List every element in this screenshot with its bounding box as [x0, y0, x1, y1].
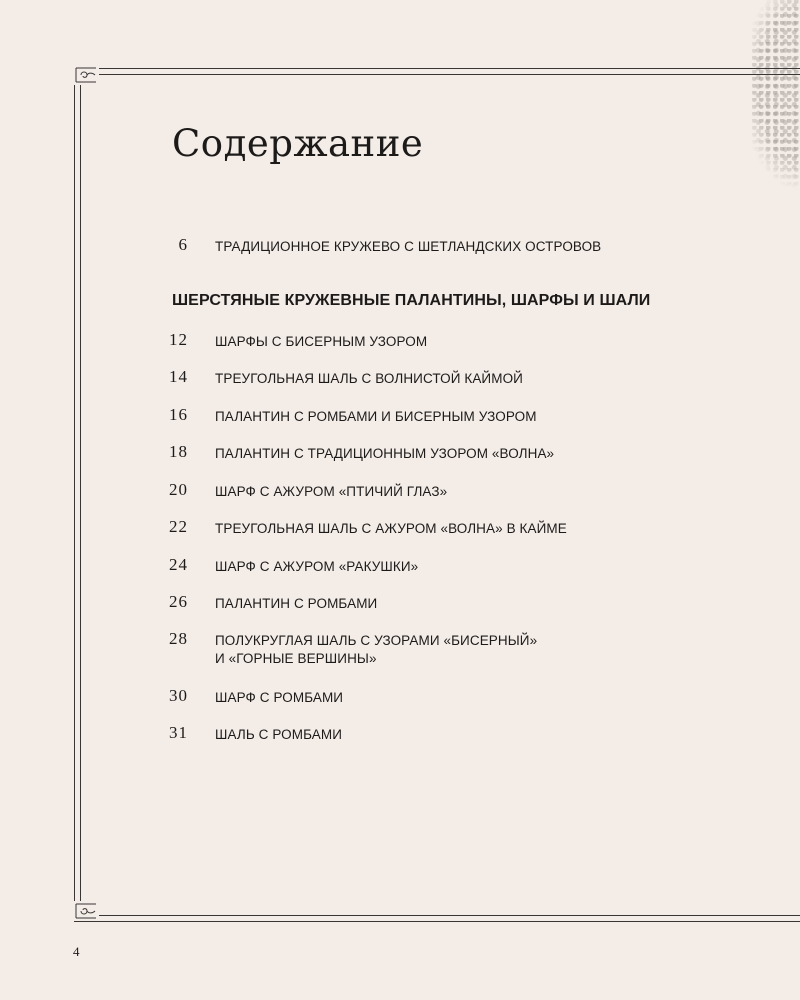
toc-page-number: 22 — [169, 517, 188, 536]
toc-page-number: 16 — [169, 405, 188, 424]
toc-page-number: 12 — [169, 330, 188, 349]
section-heading: ШЕРСТЯНЫЕ КРУЖЕВНЫЕ ПАЛАНТИНЫ, ШАРФЫ И ШАЛИ — [172, 292, 651, 309]
toc-entry-title: ПАЛАНТИН С РОМБАМИ И БИСЕРНЫМ УЗОРОМ — [215, 409, 537, 424]
toc-page-number: 6 — [178, 235, 188, 254]
toc-entry-title: ПАЛАНТИН С ТРАДИЦИОННЫМ УЗОРОМ «ВОЛНА» — [215, 446, 555, 461]
toc-page-number: 14 — [169, 367, 188, 386]
page-title: Содержание — [172, 122, 424, 165]
toc-entry-title: ТРЕУГОЛЬНАЯ ШАЛЬ С АЖУРОМ «ВОЛНА» В КАЙМЕ — [215, 521, 567, 536]
toc-entry-title — [215, 632, 735, 668]
toc-entry-title: ШАРФ С АЖУРОМ «ПТИЧИЙ ГЛАЗ» — [215, 484, 448, 499]
toc-entry-title: ШАРФ С АЖУРОМ «РАКУШКИ» — [215, 559, 419, 574]
corner-ornament-top-icon — [72, 64, 100, 86]
toc-entry-title: ШАРФЫ С БИСЕРНЫМ УЗОРОМ — [215, 334, 428, 349]
toc-entry-title: ТРЕУГОЛЬНАЯ ШАЛЬ С ВОЛНИСТОЙ КАЙМОЙ — [215, 371, 523, 386]
toc-page-number: 31 — [169, 723, 188, 742]
toc-page-number: 20 — [169, 480, 188, 499]
toc-page-number: 24 — [169, 555, 188, 574]
toc-entry-title: ШАЛЬ С РОМБАМИ — [215, 727, 343, 742]
toc-entry-title: ШАРФ С РОМБАМИ — [215, 690, 344, 705]
toc-entry-title-line2: И «ГОРНЫЕ ВЕРШИНЫ» — [215, 651, 377, 666]
corner-ornament-bottom-icon — [72, 900, 100, 922]
toc-page-number: 28 — [169, 629, 188, 648]
toc-page-number: 26 — [169, 592, 188, 611]
page-folio: 4 — [73, 944, 80, 959]
toc-entry-title-line1: ПОЛУКРУГЛАЯ ШАЛЬ С УЗОРАМИ «БИСЕРНЫЙ» — [215, 633, 538, 648]
toc-page-number: 30 — [169, 686, 188, 705]
toc-page-number: 18 — [169, 442, 188, 461]
toc-entry-title: ПАЛАНТИН С РОМБАМИ — [215, 596, 378, 611]
toc-entry-title: ТРАДИЦИОННОЕ КРУЖЕВО С ШЕТЛАНДСКИХ ОСТРОВОВ — [215, 239, 602, 254]
